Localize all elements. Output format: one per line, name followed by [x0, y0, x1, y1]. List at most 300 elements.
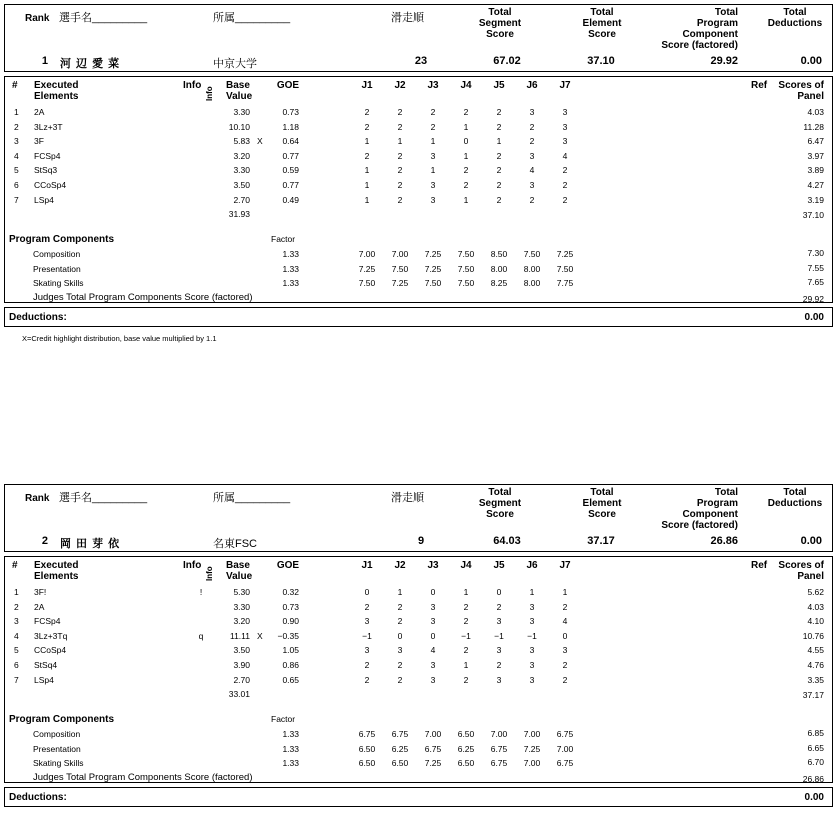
judge-goe: 3 [529, 150, 535, 161]
judge-header-1: J1 [361, 80, 373, 91]
component-factor: 1.33 [282, 729, 299, 739]
judge-goe: 0 [430, 587, 436, 597]
judge-goe: 1 [463, 194, 469, 205]
base-value: 5.83 [233, 136, 250, 147]
element-number: 4 [14, 150, 19, 161]
base-total: 33.01 [228, 689, 250, 700]
name-label: 選手名_________ [59, 492, 148, 504]
judge-goe: 2 [463, 616, 469, 627]
info-vertical-label: Info [205, 566, 214, 581]
judge-pc: 7.00 [523, 729, 541, 739]
base-value: 3.30 [233, 601, 250, 612]
judge-pc: 6.75 [391, 729, 409, 739]
judge-goe: 3 [496, 616, 502, 627]
judge-goe: 3 [529, 616, 535, 627]
order-label: 滑走順 [391, 492, 424, 504]
ded-label: Deductions [767, 18, 823, 29]
element-number: 6 [14, 660, 19, 670]
element-number: 3 [14, 136, 19, 147]
factor-header: Factor [271, 234, 296, 244]
rank-label: Rank [25, 13, 50, 24]
elements-header: Elements [34, 571, 79, 582]
goe-value: 0.77 [282, 180, 299, 190]
club-label: 所属_________ [213, 492, 291, 504]
judge-pc: 7.50 [523, 249, 541, 259]
panel-score: 3.89 [807, 165, 824, 176]
judge-header-2: J2 [394, 80, 406, 91]
judge-pc: 7.50 [457, 249, 475, 259]
component-score: 6.85 [807, 728, 824, 738]
deductions-box [4, 787, 833, 807]
judge-pc: 7.50 [556, 263, 574, 274]
ref-header: Ref [751, 80, 768, 91]
judge-pc: 8.00 [523, 278, 541, 289]
panel-header: Scores of [778, 560, 824, 571]
judge-goe: 0 [397, 630, 403, 641]
goe-value: 0.86 [282, 660, 299, 670]
judge-pc: 6.25 [391, 743, 409, 754]
base-header: Value [226, 91, 253, 102]
pcs-label: Total [714, 487, 738, 498]
judge-goe: 3 [562, 645, 568, 656]
judge-goe: 2 [364, 121, 370, 132]
component-factor: 1.33 [282, 278, 299, 289]
goe-value: 0.59 [282, 165, 299, 176]
judge-pc: 6.50 [391, 758, 409, 769]
element-name: StSq3 [34, 165, 58, 176]
judge-goe: 2 [463, 107, 469, 117]
judge-goe: 3 [430, 601, 436, 612]
judge-goe: 2 [562, 601, 568, 612]
judge-pc: 7.25 [424, 249, 442, 259]
judge-goe: 2 [562, 165, 568, 176]
program-components-title: Program Components [9, 714, 115, 725]
base-value: 3.30 [233, 107, 250, 117]
judge-goe: 2 [463, 645, 469, 656]
element-name: CCoSp4 [34, 645, 67, 656]
panel-header: Panel [797, 91, 824, 102]
goe-value: −0.35 [277, 630, 299, 641]
elements-header: Executed [34, 80, 79, 91]
judge-goe: 0 [562, 630, 568, 641]
judge-goe: 0 [364, 587, 370, 597]
deductions-total: 0.00 [800, 55, 822, 67]
element-info: q [198, 630, 204, 641]
judge-goe: 1 [364, 194, 370, 205]
base-value: 3.20 [233, 616, 250, 627]
pc-total-label: Judges Total Program Components Score (factored) [33, 771, 253, 783]
judge-pc: 6.50 [358, 758, 376, 769]
base-header: Value [226, 571, 253, 582]
judge-goe: 3 [496, 645, 502, 656]
judge-goe: 2 [364, 674, 370, 685]
skater-name: 岡 田 芽 依 [60, 538, 121, 550]
panel-score: 11.28 [803, 121, 824, 132]
goe-value: 0.32 [282, 587, 299, 597]
base-value: 3.50 [233, 180, 250, 190]
judge-goe: 3 [364, 645, 370, 656]
judge-goe: 2 [529, 136, 535, 147]
element-name: StSq4 [34, 660, 58, 670]
program-components-title: Program Components [9, 234, 115, 245]
element-name: 3Lz+3Tq [34, 630, 68, 641]
num-header: # [12, 560, 18, 571]
judge-goe: 2 [397, 674, 403, 685]
component-name: Presentation [33, 743, 81, 754]
tes-label: Total [590, 487, 614, 498]
judge-goe: −1 [527, 630, 537, 641]
goe-value: 0.49 [282, 194, 299, 205]
element-number: 3 [14, 616, 19, 627]
element-info: ! [199, 587, 203, 597]
base-total: 31.93 [228, 209, 250, 220]
tss-label: Score [486, 509, 514, 520]
element-name: CCoSp4 [34, 180, 67, 190]
base-value: 11.11 [229, 630, 250, 641]
judge-pc: 6.75 [424, 743, 442, 754]
panel-score: 5.62 [807, 587, 824, 597]
judge-header-5: J5 [493, 80, 505, 91]
judge-pc: 6.50 [457, 729, 475, 739]
judge-goe: 2 [562, 660, 568, 670]
judge-header-3: J3 [427, 560, 439, 571]
judge-goe: 2 [496, 165, 502, 176]
judge-header-7: J7 [559, 560, 571, 571]
judge-goe: 3 [430, 674, 436, 685]
base-value: 3.90 [233, 660, 250, 670]
judge-header-6: J6 [526, 560, 538, 571]
judge-goe: 2 [496, 601, 502, 612]
judge-pc: 6.75 [358, 729, 376, 739]
pcs-value: 29.92 [710, 55, 738, 67]
judge-pc: 7.00 [424, 729, 442, 739]
goe-value: 1.18 [282, 121, 299, 132]
judge-goe: 3 [430, 180, 436, 190]
judge-goe: 3 [397, 645, 403, 656]
deductions-value: 0.00 [804, 792, 824, 803]
panel-score: 4.27 [807, 180, 824, 190]
base-value: 2.70 [233, 194, 250, 205]
judge-goe: 0 [430, 630, 436, 641]
judge-goe: 2 [562, 180, 568, 190]
base-header: Base [226, 560, 250, 571]
element-number: 7 [14, 674, 19, 685]
element-number: 2 [14, 601, 19, 612]
judge-header-3: J3 [427, 80, 439, 91]
element-number: 1 [14, 107, 19, 117]
judge-goe: 2 [430, 121, 436, 132]
panel-score: 4.03 [807, 601, 824, 612]
judge-goe: 3 [529, 601, 535, 612]
goe-value: 0.73 [282, 107, 299, 117]
judge-goe: 1 [562, 587, 568, 597]
element-name: 2A [34, 107, 45, 117]
panel-score: 3.35 [807, 674, 824, 685]
judge-goe: 2 [397, 165, 403, 176]
tes-label: Element [582, 498, 622, 509]
element-name: LSp4 [34, 674, 54, 685]
component-score: 7.55 [807, 262, 824, 273]
judge-goe: 2 [496, 660, 502, 670]
judge-goe: 2 [463, 601, 469, 612]
rank-value: 1 [41, 55, 48, 67]
judge-pc: 6.75 [490, 743, 508, 754]
element-number: 2 [14, 121, 19, 132]
skater-name: 河 辺 愛 菜 [60, 58, 121, 70]
judge-goe: 2 [364, 107, 370, 117]
judge-goe: 3 [562, 136, 568, 147]
component-name: Composition [33, 729, 81, 739]
component-name: Presentation [33, 263, 81, 274]
judge-header-6: J6 [526, 80, 538, 91]
judge-goe: 2 [397, 150, 403, 161]
judge-pc: 6.50 [457, 758, 475, 769]
judge-goe: 4 [430, 645, 436, 656]
judge-goe: 2 [397, 180, 403, 190]
judge-goe: 2 [529, 194, 535, 205]
judge-goe: 0 [496, 587, 502, 597]
goe-value: 0.65 [282, 674, 299, 685]
tss-value: 67.02 [493, 55, 521, 67]
goe-value: 1.05 [282, 645, 299, 656]
deductions-value: 0.00 [804, 312, 824, 323]
ded-label: Total [783, 7, 807, 18]
judge-pc: 7.50 [457, 263, 475, 274]
goe-header: GOE [276, 560, 300, 571]
judge-pc: 7.00 [523, 758, 541, 769]
judge-header-4: J4 [460, 560, 472, 571]
element-name: 3F! [34, 587, 47, 597]
judge-goe: 2 [397, 616, 403, 627]
judge-goe: 0 [463, 136, 469, 147]
judge-goe: 2 [364, 601, 370, 612]
pcs-label: Component [682, 509, 738, 520]
tes-label: Element [582, 18, 622, 29]
elements-header: Executed [34, 560, 79, 571]
judge-goe: 2 [397, 121, 403, 132]
judge-goe: 3 [430, 150, 436, 161]
judge-pc: 8.25 [490, 278, 508, 289]
judge-goe: 1 [364, 180, 370, 190]
judge-goe: 3 [364, 616, 370, 627]
base-value: 3.30 [233, 165, 250, 176]
tss-label: Total [488, 7, 512, 18]
tes-label: Score [588, 29, 616, 40]
pcs-label: Program [696, 498, 738, 509]
info-header: Info [183, 80, 202, 91]
judge-pc: 7.50 [457, 278, 475, 289]
club-value: 名東FSC [213, 538, 257, 550]
num-header: # [12, 80, 18, 91]
judge-goe: 1 [463, 121, 469, 132]
deductions-label: Deductions: [9, 792, 67, 803]
panel-score: 4.55 [807, 645, 824, 656]
goe-value: 0.64 [282, 136, 299, 147]
component-score: 7.65 [807, 277, 824, 288]
panel-score: 10.76 [802, 630, 824, 641]
judge-pc: 7.00 [490, 729, 508, 739]
judge-goe: 2 [397, 194, 403, 205]
component-name: Skating Skills [33, 278, 84, 289]
judge-pc: 6.75 [556, 729, 574, 739]
judge-goe: −1 [362, 630, 372, 641]
judge-goe: 2 [562, 194, 568, 205]
judge-pc: 7.00 [358, 249, 376, 259]
goe-header: GOE [276, 80, 300, 91]
judge-goe: 2 [397, 601, 403, 612]
rank-label: Rank [25, 493, 50, 504]
judge-pc: 7.00 [391, 249, 409, 259]
judge-goe: 3 [562, 121, 568, 132]
info-vertical-label: Info [205, 86, 214, 101]
judge-goe: 1 [397, 587, 403, 597]
goe-value: 0.77 [282, 150, 299, 161]
judge-goe: 1 [364, 136, 370, 147]
judge-header-1: J1 [361, 560, 373, 571]
element-name: 3F [34, 136, 44, 147]
judge-goe: 2 [364, 660, 370, 670]
pc-total-label: Judges Total Program Components Score (factored) [33, 291, 253, 303]
judge-goe: 2 [430, 107, 436, 117]
judge-pc: 6.25 [457, 743, 475, 754]
judge-goe: 2 [562, 674, 568, 685]
judge-goe: 3 [430, 660, 436, 670]
pcs-label: Score (factored) [661, 40, 738, 51]
ded-label: Total [783, 487, 807, 498]
start-order: 23 [414, 55, 428, 67]
judge-goe: 2 [364, 150, 370, 161]
judge-pc: 6.75 [556, 758, 574, 769]
judge-goe: 3 [529, 674, 535, 685]
credit-x: X [257, 136, 263, 147]
tss-label: Score [486, 29, 514, 40]
credit-x: X [257, 630, 263, 641]
judge-goe: 1 [529, 587, 535, 597]
panel-score: 6.47 [807, 136, 824, 147]
element-number: 7 [14, 194, 19, 205]
panel-score: 3.97 [807, 150, 824, 161]
panel-total: 37.10 [802, 210, 824, 221]
base-value: 3.20 [233, 150, 250, 161]
club-value: 中京大学 [213, 58, 257, 70]
judge-goe: 4 [562, 616, 568, 627]
judge-goe: 2 [463, 165, 469, 176]
tss-label: Total [488, 487, 512, 498]
tes-label: Total [590, 7, 614, 18]
tes-label: Score [588, 509, 616, 520]
judge-pc: 7.25 [424, 263, 442, 274]
ref-header: Ref [751, 560, 768, 571]
component-score: 6.70 [807, 757, 824, 768]
club-label: 所属_________ [213, 12, 291, 24]
element-number: 5 [14, 645, 19, 656]
element-number: 1 [14, 587, 19, 597]
goe-value: 0.73 [282, 601, 299, 612]
pc-total-value: 29.92 [802, 293, 824, 304]
component-factor: 1.33 [282, 263, 299, 274]
judge-goe: 1 [397, 136, 403, 147]
component-factor: 1.33 [282, 758, 299, 769]
pcs-label: Component [682, 29, 738, 40]
judge-goe: 2 [496, 194, 502, 205]
judge-goe: 1 [463, 150, 469, 161]
judge-pc: 7.25 [556, 249, 574, 259]
pc-total-value: 26.86 [802, 773, 824, 784]
panel-score: 4.76 [807, 660, 824, 670]
judge-pc: 7.50 [391, 263, 409, 274]
judge-goe: 3 [529, 645, 535, 656]
judge-pc: 7.50 [424, 278, 442, 289]
component-name: Skating Skills [33, 758, 84, 769]
ded-label: Deductions [767, 498, 823, 509]
judge-header-2: J2 [394, 560, 406, 571]
element-name: LSp4 [34, 194, 54, 205]
judge-goe: 4 [529, 165, 535, 176]
judge-pc: 7.50 [358, 278, 376, 289]
judge-pc: 7.25 [358, 263, 376, 274]
judge-goe: 2 [496, 180, 502, 190]
base-header: Base [226, 80, 250, 91]
judge-goe: 2 [496, 150, 502, 161]
tss-label: Segment [478, 498, 522, 509]
judge-goe: 1 [364, 165, 370, 176]
tes-value: 37.10 [587, 55, 615, 67]
judge-goe: 3 [496, 674, 502, 685]
judge-goe: 2 [529, 121, 535, 132]
deductions-box [4, 307, 833, 327]
footnote: X=Credit highlight distribution, base value multiplied by 1.1 [22, 334, 217, 343]
goe-value: 0.90 [282, 616, 299, 627]
judge-header-4: J4 [460, 80, 472, 91]
base-value: 10.10 [228, 121, 250, 132]
deductions-label: Deductions: [9, 312, 67, 323]
element-name: 2A [34, 601, 45, 612]
order-label: 滑走順 [391, 12, 424, 24]
base-value: 3.50 [233, 645, 250, 656]
judge-header-7: J7 [559, 80, 571, 91]
component-score: 7.30 [807, 248, 824, 258]
judge-goe: 2 [397, 107, 403, 117]
deductions-total: 0.00 [800, 535, 822, 547]
tss-label: Segment [478, 18, 522, 29]
judge-pc: 7.25 [523, 743, 541, 754]
panel-score: 3.19 [807, 194, 824, 205]
tss-value: 64.03 [493, 535, 521, 547]
element-number: 6 [14, 180, 19, 190]
judge-pc: 8.50 [490, 249, 508, 259]
base-value: 5.30 [233, 587, 250, 597]
pcs-label: Program [696, 18, 738, 29]
judge-goe: 3 [430, 616, 436, 627]
judge-goe: 1 [430, 136, 436, 147]
judge-goe: −1 [494, 630, 504, 641]
component-score: 6.65 [807, 742, 824, 753]
judge-goe: 2 [397, 660, 403, 670]
pcs-value: 26.86 [710, 535, 738, 547]
element-name: 3Lz+3T [34, 121, 63, 132]
pcs-label: Total [714, 7, 738, 18]
panel-score: 4.10 [807, 616, 824, 627]
judge-goe: 1 [463, 587, 469, 597]
panel-score: 4.03 [807, 107, 824, 117]
judge-goe: 2 [496, 107, 502, 117]
judge-pc: 7.25 [391, 278, 409, 289]
element-name: FCSp4 [34, 616, 61, 627]
element-number: 5 [14, 165, 19, 176]
component-factor: 1.33 [282, 743, 299, 754]
judge-goe: 1 [496, 136, 502, 147]
base-value: 2.70 [233, 674, 250, 685]
